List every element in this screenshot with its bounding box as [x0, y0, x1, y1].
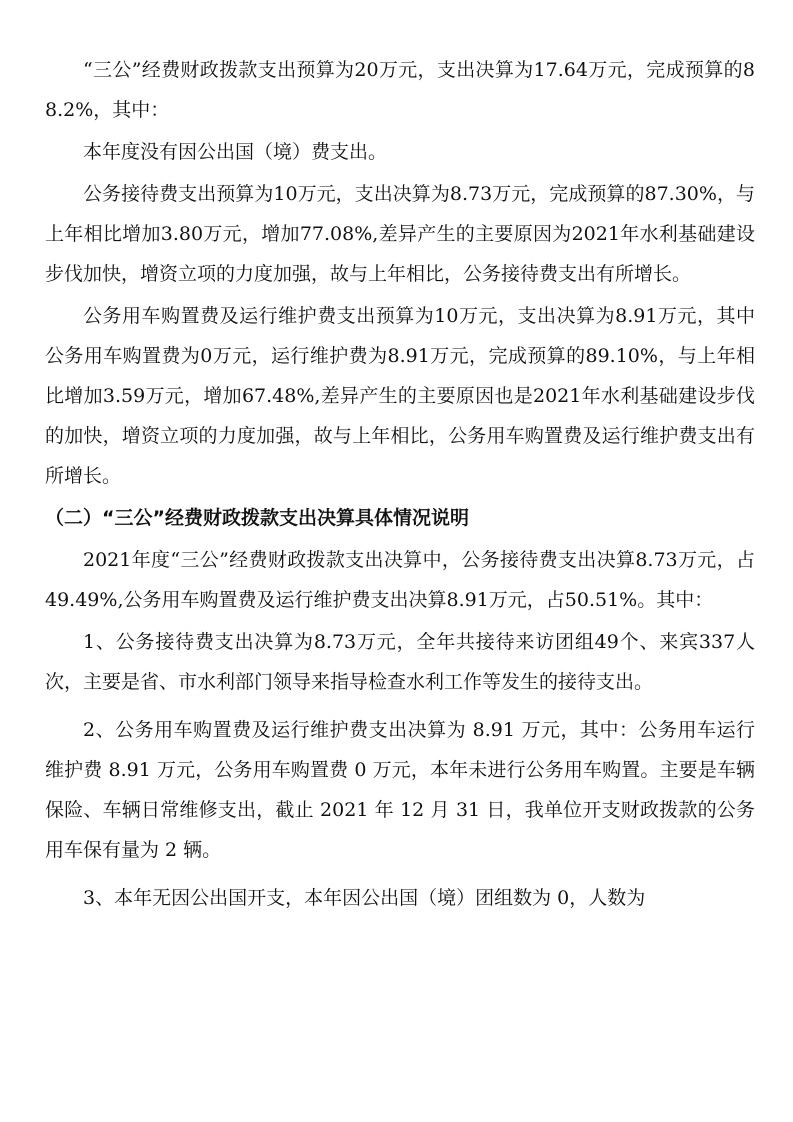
paragraph-item-reception: 1、公务接待费支出决算为8.73万元，全年共接待来访团组49个、来宾337人次，主要是省、市水利部门领导来指导检查水利工作等发生的接待支出。 — [45, 631, 755, 693]
paragraph-item-overseas: 3、本年无因公出国开支，本年因公出国（境）团组数为 0，人数为 — [83, 887, 646, 909]
paragraph-item-vehicle: 2、公务用车购置费及运行维护费支出决算为 8.91 万元，其中：公务用车运行维护费 8.91 万元，公务用车购置费 0 万元，本年未进行公务用车购置。主要是车辆保险、车辆日常维修支出，截止 2021 年 12 月 31 日，我单位开支财政拨款的公务用车保有量为 2 辆。 — [45, 719, 755, 861]
paragraph-vehicle-expense: 公务用车购置费及运行维护费支出预算为10万元，支出决算为8.91万元，其中公务用车购置费为0万元，运行维护费为8.91万元，完成预算的89.10%，与上年相比增加3.59万元，增加67.48%,差异产生的主要原因也是2021年水利基础建设步伐的加快，增资立项的力度加强，故与上年相比，公务用车购置费及运行维护费支出有所增长。 — [45, 305, 755, 487]
section-heading: （二）“三公”经费财政拨款支出决算具体情况说明 — [45, 507, 469, 529]
document-page — [45, 50, 755, 918]
paragraph-overseas-expense: 本年度没有因公出国（境）费支出。 — [83, 141, 388, 163]
paragraph-final-accounts-intro: 2021年度“三公”经费财政拨款支出决算中，公务接待费支出决算8.73万元，占49.49%,公务用车购置费及运行维护费支出决算8.91万元，占50.51%。其中： — [45, 549, 755, 611]
paragraph-reception-expense: 公务接待费支出预算为10万元，支出决算为8.73万元，完成预算的87.30%，与上年相比增加3.80万元，增加77.08%,差异产生的主要原因为2021年水利基础建设步伐加快，增资立项的力度加强，故与上年相比，公务接待费支出有所增长。 — [45, 183, 755, 285]
paragraph-budget-summary: “三公”经费财政拨款支出预算为20万元，支出决算为17.64万元，完成预算的88.2%，其中： — [45, 59, 755, 121]
